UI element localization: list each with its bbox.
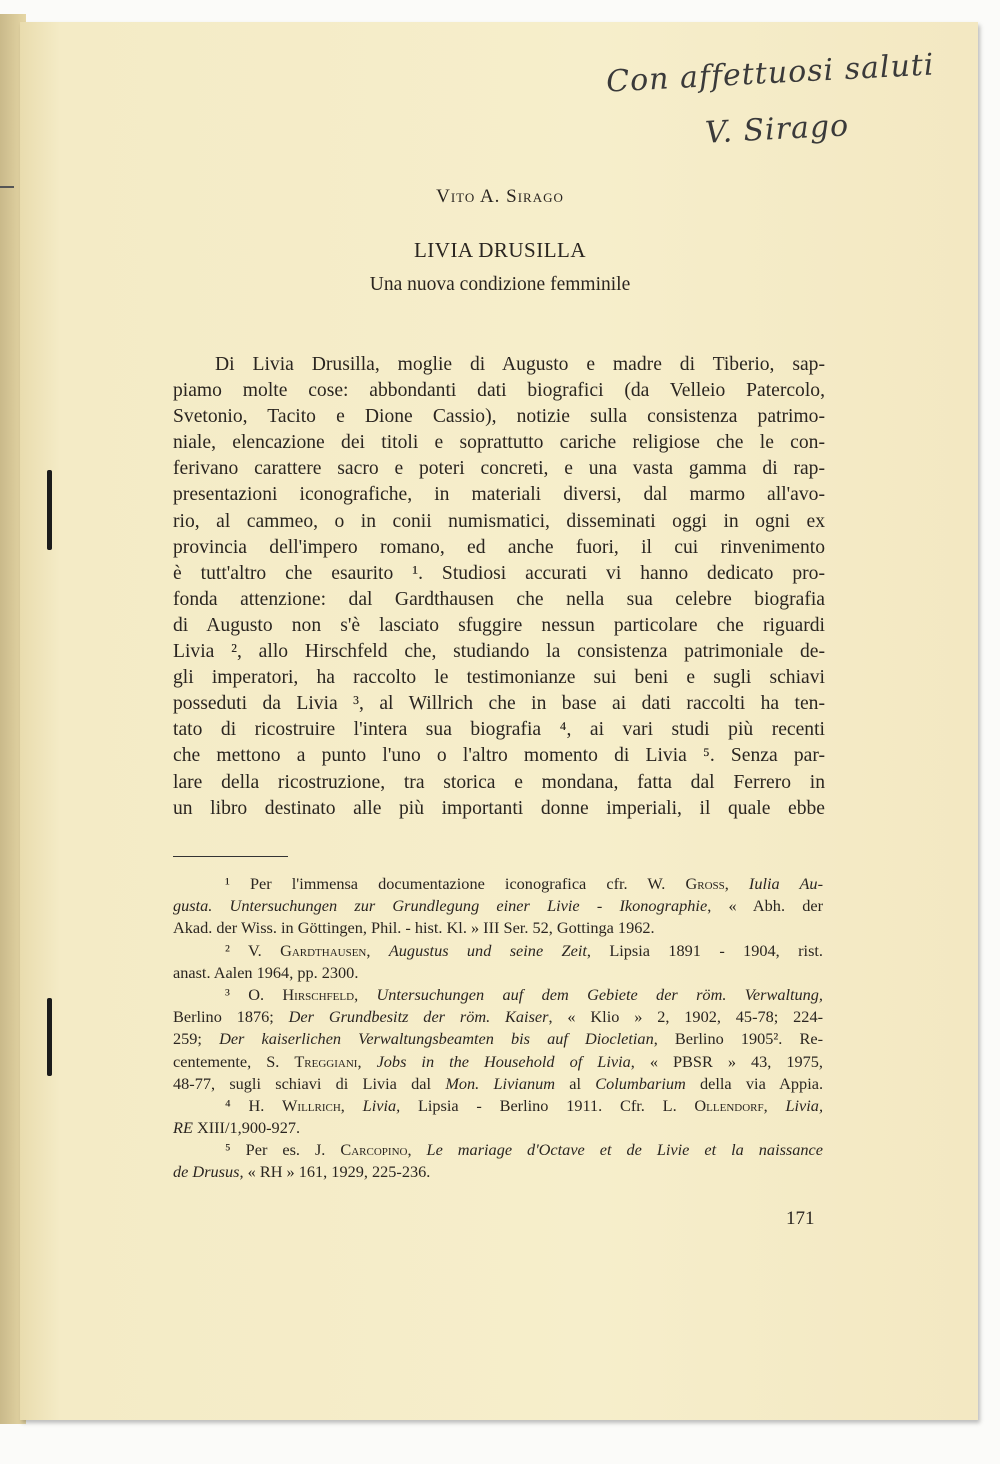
citation-title: Der Grundbesitz der röm. Kaiser — [288, 1007, 549, 1027]
body-line: ferivano carattere sacro e poteri concreti, e una vasta gamma di rap- — [173, 458, 825, 480]
footnote-text: Berlino 1876; — [173, 1007, 289, 1027]
citation-author: Hirschfeld — [282, 984, 355, 1004]
citation-author: Ollendorf — [694, 1095, 764, 1115]
footnote-text: ² V. — [225, 940, 281, 960]
body-line: piamo molte cose: abbondanti dati biografici (da Velleio Patercolo, — [173, 380, 825, 402]
citation-title: Columbarium — [595, 1073, 686, 1093]
footnote-text: , « Klio » 2, 1902, 45-78; 224- — [548, 1007, 824, 1027]
footnote-text: ¹ Per l'immensa documentazione iconografica cfr. W. — [225, 874, 686, 893]
citation-title: Livia, — [362, 1095, 401, 1115]
footnote-rule — [173, 856, 288, 857]
footnote-line — [173, 895, 823, 917]
footnote-text: , — [763, 1095, 786, 1115]
footnote-line — [173, 1028, 823, 1050]
footnote-text: 259; — [173, 1029, 220, 1049]
citation-author: Gross — [685, 874, 725, 893]
body-line: rio, al cammeo, o in conii numismatici, disseminati oggi in ogni ex — [173, 510, 825, 532]
citation-author: Willrich — [282, 1095, 341, 1115]
citation-title: Der kaiserlichen Verwaltungsbeamten bis auf Diocletian — [219, 1029, 654, 1049]
body-line: fonda attenzione: dal Gardthausen che nella sua celebre biografia — [173, 588, 825, 610]
footnote-text: , — [407, 1140, 427, 1160]
citation-title: de Drusus, — [173, 1162, 244, 1182]
citation-title: Iulia Au- — [748, 874, 823, 893]
body-line: gli imperatori, ha raccolto le testimonianze sui beni e sugli schiavi — [173, 667, 825, 689]
article-subtitle: Una nuova condizione femminile — [369, 274, 631, 295]
footnote-text: XIII/1,900-927. — [192, 1118, 301, 1138]
footnote-text: centemente, S. — [173, 1051, 295, 1071]
footnote-line — [173, 1006, 823, 1028]
handwritten-signature: V. Sirago — [704, 108, 850, 151]
footnote-text: ⁵ Per es. J. — [225, 1140, 341, 1160]
body-line: è tutt'altro che esaurito ¹. Studiosi accurati vi hanno dedicato pro- — [173, 562, 825, 584]
footnote-line — [173, 917, 823, 939]
body-line: Di Livia Drusilla, moglie di Augusto e madre di Tiberio, sap- — [215, 354, 825, 375]
footnote-text: della via Appia. — [685, 1073, 824, 1093]
footnote-line — [173, 873, 823, 895]
body-line: tato di ricostruire l'intera sua biografia ⁴, ai vari studi più recenti — [173, 719, 825, 741]
article-title: LIVIA DRUSILLA — [413, 238, 587, 262]
handwritten-dedication: Con affettuosi saluti — [605, 47, 936, 100]
body-line: posseduti da Livia ³, al Willrich che in base ai dati raccolti ha ten- — [173, 693, 825, 715]
footnote-text: anast. Aalen 1964, pp. 2300. — [173, 962, 359, 982]
footnotes — [173, 873, 823, 1184]
footnote-line — [173, 1051, 823, 1073]
footnote-line — [173, 1095, 823, 1117]
body-text — [173, 352, 825, 822]
body-line: di Augusto non s'è lasciato sfuggire nessun particolare che riguardi — [173, 614, 825, 636]
citation-title: Jobs in the Household of Livia — [376, 1051, 631, 1071]
footnote-line — [173, 940, 823, 962]
footnote-text: Lipsia - Berlino 1911. Cfr. L. — [400, 1095, 695, 1115]
footnote-line — [173, 984, 823, 1006]
citation-title: Augustus und seine Zeit — [388, 940, 587, 960]
citation-author: Treggiani — [294, 1051, 358, 1071]
citation-title: Le mariage d'Octave et de Livie et la naissance — [426, 1140, 823, 1160]
footnote-text: , « PBSR » 43, 1975, — [630, 1051, 823, 1071]
footnote-line — [173, 1161, 823, 1183]
footnote-line — [173, 1139, 823, 1161]
body-line: provincia dell'impero romano, ed anche fuori, il cui rinvenimento — [173, 536, 825, 558]
citation-title: gusta. Untersuchungen zur Grundlegung einer Livie - Ikonographie — [173, 896, 708, 916]
footnote-line — [173, 1073, 823, 1095]
citation-author: Gardthausen — [280, 940, 367, 960]
footnote-text: , Lipsia 1891 - 1904, rist. — [586, 940, 823, 960]
author-name: Vito A. Sirago — [436, 186, 564, 207]
binding-staple-top — [47, 470, 52, 550]
footnote-text: al — [555, 1073, 596, 1093]
footnote-line — [173, 962, 823, 984]
footnote-line — [173, 1117, 823, 1139]
binding-staple-bottom — [47, 998, 52, 1076]
footnote-text: , Berlino 1905². Re- — [653, 1029, 823, 1049]
body-line: Livia ², allo Hirschfeld che, studiando la consistenza patrimoniale de- — [173, 641, 825, 663]
footnote-text: « RH » 161, 1929, 225-236. — [243, 1162, 431, 1182]
citation-title: Mon. Livianum — [445, 1073, 555, 1093]
footnote-text: Akad. der Wiss. in Göttingen, Phil. - hist. Kl. » III Ser. 52, Gottinga 1962. — [173, 918, 655, 938]
body-line: niale, elencazione dei titoli e soprattutto cariche religiose che le con- — [173, 432, 825, 454]
body-line: un libro destinato alle più importanti donne imperiali, il quale ebbe — [173, 797, 825, 819]
footnote-text: , — [340, 1095, 363, 1115]
body-line: Svetonio, Tacito e Dione Cassio), notizie sulla consistenza patrimo- — [173, 406, 825, 428]
body-line: lare della ricostruzione, tra storica e mondana, fatta dal Ferrero in — [173, 771, 825, 793]
body-line: che mettono a punto l'uno o l'altro momento di Livia ⁵. Senza par- — [173, 745, 825, 767]
body-line: presentazioni iconografiche, in materiali diversi, dal marmo all'avo- — [173, 484, 825, 506]
footnote-text: , — [357, 1051, 377, 1071]
citation-title: RE — [173, 1118, 193, 1138]
footnote-text: , — [354, 984, 377, 1004]
citation-title: Livia, — [785, 1095, 824, 1115]
footnote-text: ⁴ H. — [225, 1095, 283, 1115]
footnote-text: 48-77, sugli schiavi di Livia dal — [173, 1073, 446, 1093]
footnote-text: , « Abh. der — [707, 896, 824, 916]
footnote-text: ³ O. — [225, 984, 283, 1004]
citation-title: Untersuchungen auf dem Gebiete der röm. Verwaltung, — [376, 984, 823, 1004]
footnote-text: , — [366, 940, 389, 960]
page-number: 171 — [786, 1208, 815, 1229]
citation-author: Carcopino — [340, 1140, 408, 1160]
footnote-text: , — [724, 874, 749, 893]
